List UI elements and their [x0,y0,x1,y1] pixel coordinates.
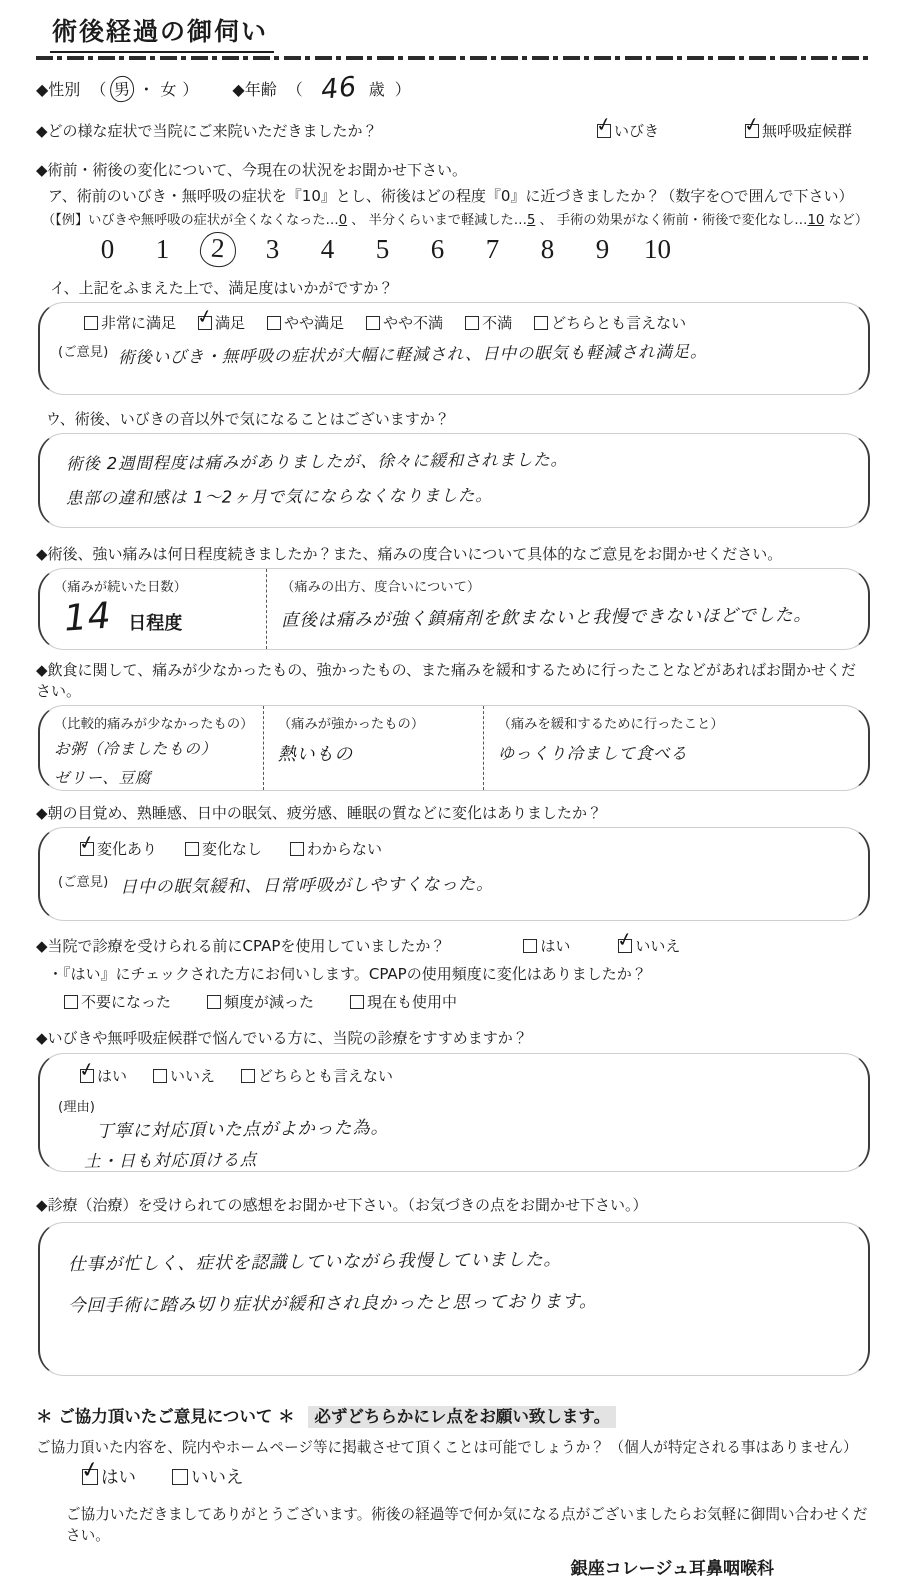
opt-somewhat-satisfied[interactable] [267,312,344,333]
opt-label: いいえ [635,937,681,955]
checkbox-no-change[interactable] [185,842,199,856]
satisfaction-opinion-handwriting: 術後いびき・無呼吸の症状が大幅に軽減され、日中の眠気も軽減され満足。 [118,341,708,368]
opt-label: わからない [307,840,383,858]
checkbox-publish-yes[interactable] [82,1469,98,1485]
opt-very-satisfied[interactable] [84,312,176,333]
eating-col-less-pain [40,706,263,790]
opinion-label: (ご意見) [58,345,109,360]
eating-col-more-pain [263,706,483,790]
consent-heading-highlight: 必ずどちらかにレ点をお願い致します。 [308,1406,616,1428]
closing-message: ご協力いただきましてありがとうございます。術後の経過等で何か気になる点がございましたらお気軽に御問い合わせください。 [66,1506,868,1544]
pain-days-unit: 日程度 [128,613,183,634]
pain-detail-label: （痛みの出方、度合いについて） [281,580,481,595]
opt-label: はい [540,937,571,955]
consent-heading-plain: ＊ ご協力頂いたご意見について ＊ [36,1407,295,1426]
impression-handwriting-line2: 今回手術に踏み切り症状が緩和され良かったと思っております。 [67,1291,598,1317]
consent-options [36,1464,870,1489]
example-part: など） [824,213,869,228]
scale-10[interactable]: 10 [644,234,671,264]
satisfaction-box [38,302,870,395]
cpap-question-row [36,935,870,956]
gender-label: ◆性別 [36,80,81,99]
pain-question: ◆術後、強い痛みは何日程度続きましたか？また、痛みの度合いについて具体的なご意見をお聞かせください。 [36,545,783,563]
cpap-opt-yes[interactable] [523,935,570,956]
pain-days-label: （痛みが続いた日数） [54,580,187,595]
opt-label: 現在も使用中 [367,993,458,1011]
example-num-10: 10 [807,213,825,228]
opt-label: いいえ [191,1468,244,1488]
checkbox-changed[interactable] [80,842,94,856]
opt-label: どちらとも言えない [258,1067,394,1085]
opt-publish-no[interactable] [172,1464,244,1489]
sleep-box [38,827,870,921]
age-paren-close: ） [394,80,411,99]
eating-col3-handwriting: ゆっくり冷まして食べる [497,744,688,763]
checkbox-recommend-yes[interactable] [80,1069,94,1083]
change-heading: ◆術前・術後の変化について、今現在の状況をお聞かせ下さい。 [36,161,467,179]
gender-male-label: 男 [113,78,132,100]
change-section [36,159,870,267]
opt-recommend-yes[interactable] [80,1065,127,1086]
gender-paren-open: （ [90,80,107,99]
opt-label: やや不満 [383,314,444,332]
aftercare-sub-u: ウ、術後、いびきの音以外で気になることはございますか？ [46,410,450,428]
age-value-handwritten: 46 [319,71,359,106]
opt-no-change[interactable] [185,838,262,859]
scale-6[interactable]: 6 [430,234,445,264]
opt-neither[interactable] [534,312,686,333]
symptom-option-apnea[interactable] [745,120,852,141]
pain-days-value-row [54,597,266,638]
symptom-option-apnea-label: 無呼吸症候群 [761,122,852,140]
scale-7[interactable]: 7 [485,234,500,264]
eating-col2-handwriting: 熱いもの [277,744,354,765]
opt-label: 変化なし [202,840,263,858]
opt-label: 不満 [482,314,513,332]
age-unit: 歳 [368,80,385,99]
symptom-option-ibiki[interactable] [597,120,659,141]
eating-col2-label: （痛みが強かったもの） [277,717,425,732]
cpap-followup-options [36,991,870,1012]
checkbox-recommend-neither[interactable] [241,1069,255,1083]
opt-no-longer-needed[interactable] [64,991,171,1012]
eating-col-relief [483,706,868,790]
consent-section [36,1403,870,1579]
opt-still-using[interactable] [350,991,457,1012]
satisfaction-opinion [58,341,854,368]
recommend-box [38,1053,870,1172]
opt-label: はい [97,1067,128,1085]
gender-female-label[interactable]: 女 [160,80,177,99]
scale-2[interactable] [190,232,245,267]
opt-label: 頻度が減った [224,993,315,1011]
clinic-name: 銀座コレージュ耳鼻咽喉科 [570,1559,774,1579]
opt-label: どちらとも言えない [551,314,687,332]
opt-dissatisfied[interactable] [465,312,512,333]
pain-days-cell [40,569,266,649]
recommend-options [58,1065,854,1086]
gender-separator: ・ [138,80,155,99]
aftercare-handwriting-line1: 術後 2週間程度は痛みがありましたが、徐々に緩和されました。 [65,450,568,474]
score-scale [36,232,870,267]
recommend-reason-handwriting1: 丁寧に対応頂いた点がよかった為。 [95,1117,389,1143]
checkbox-still-using[interactable] [350,995,364,1009]
checkbox-apnea[interactable] [745,124,759,138]
example-part: （【例】いびきや無呼吸の症状が全くなくなった… [42,213,339,228]
change-sub-a: ア、術前のいびき・無呼吸の症状を『10』とし、術後はどの程度『0』に近づきましたか？（数字を○で囲んで下さい） [48,187,854,205]
scale-4[interactable]: 4 [320,234,335,264]
aftercare-box [38,433,870,528]
eating-col3-label: （痛みを緩和するために行ったこと） [497,717,724,732]
profile-row [36,73,870,104]
selected-score-circle: 2 [199,231,236,268]
aftercare-handwriting-line2: 患部の違和感は 1～2ヶ月で気にならなくなりました。 [65,485,493,508]
change-example [36,209,870,228]
satisfaction-options [58,312,854,333]
checkbox-unknown[interactable] [290,842,304,856]
checkbox-less-frequent[interactable] [207,995,221,1009]
eating-col1-handwriting1: お粥（冷ましたもの） [54,740,218,758]
scale-8[interactable]: 8 [540,234,555,264]
opt-label: 非常に満足 [101,314,177,332]
impression-handwriting-line1: 仕事が忙しく、症状を認識していながら我慢していました。 [67,1249,562,1276]
opt-label: 不要になった [81,993,172,1011]
dash-dot-divider [36,56,870,60]
symptom-row [36,120,870,141]
opt-recommend-neither[interactable] [241,1065,393,1086]
sleep-opinion-handwriting: 日中の眠気緩和、日常呼吸がしやすくなった。 [120,874,495,898]
scale-3[interactable]: 3 [265,234,280,264]
checkbox-somewhat-dissatisfied[interactable] [366,316,380,330]
example-part: 、 半分くらいまで軽減した… [347,213,527,228]
opt-label: 満足 [215,314,246,332]
recommend-reason-handwriting2: 土・日も対応頂ける点 [83,1150,258,1171]
age-label: ◆年齢 [232,80,277,99]
page-title: 術後経過の御伺い [50,12,274,53]
example-num-0: 0 [338,213,348,228]
consent-question: ご協力頂いた内容を、院内やホームページ等に掲載させて頂くことは可能でしょうか？ （個人が特定される事はありません） [36,1439,858,1456]
opinion-label: (ご意見) [58,875,109,890]
opt-publish-yes[interactable] [82,1464,136,1489]
opt-somewhat-dissatisfied[interactable] [366,312,443,333]
eating-col1-handwriting2: ゼリー、豆腐 [54,769,152,787]
checkbox-cpap-no[interactable] [618,939,632,953]
checkbox-cpap-yes[interactable] [523,939,537,953]
pain-detail-cell [266,569,868,649]
opt-satisfied[interactable] [198,312,245,333]
checkbox-ibiki[interactable] [597,124,611,138]
opt-changed[interactable] [80,838,157,859]
scale-1[interactable]: 1 [155,234,170,264]
recommend-question: ◆いびきや無呼吸症候群で悩んでいる方に、当院の診療をすすめますか？ [36,1029,528,1047]
impression-question: ◆診療（治療）を受けられての感想をお聞かせ下さい。（お気づきの点をお聞かせ下さい。） [36,1196,648,1214]
checkbox-neither[interactable] [534,316,548,330]
header [36,8,870,60]
gender-male-circled[interactable] [109,75,135,103]
sleep-question: ◆朝の目覚め、熟睡感、日中の眠気、疲労感、睡眠の質などに変化はありましたか？ [36,804,602,822]
consent-heading [36,1403,870,1427]
sleep-options [58,838,854,859]
opt-label: 変化あり [97,840,158,858]
checkbox-somewhat-satisfied[interactable] [267,316,281,330]
example-num-5: 5 [526,213,536,228]
pain-box [38,568,870,650]
cpap-section [36,935,870,1012]
cpap-followup-question: ・『はい』にチェックされた方にお伺いします。CPAPの使用頻度に変化はありましたか？ [48,965,647,983]
sleep-opinion [58,871,854,896]
scale-9[interactable]: 9 [595,234,610,264]
example-part: 、 手術の効果がなく術前・術後で変化なし… [535,213,808,228]
cpap-question: ◆当院で診療を受けられる前にCPAPを使用していましたか？ [36,937,446,955]
opt-label: いいえ [170,1067,216,1085]
symptom-option-ibiki-label: いびき [613,122,659,140]
eating-col1-label: （比較的痛みが少なかったもの） [54,717,254,732]
scale-5[interactable]: 5 [375,234,390,264]
opt-label: はい [101,1468,136,1488]
opt-unknown[interactable] [290,838,382,859]
pain-days-handwritten: 14 [62,595,113,640]
checkbox-dissatisfied[interactable] [465,316,479,330]
checkbox-very-satisfied[interactable] [84,316,98,330]
cpap-opt-no[interactable] [618,935,680,956]
checkbox-recommend-no[interactable] [153,1069,167,1083]
gender-paren-close: ） [182,80,199,99]
checkbox-satisfied[interactable] [198,316,212,330]
pain-detail-handwriting: 直後は痛みが強く鎮痛剤を飲まないと我慢できないほどでした。 [280,605,812,632]
age-paren-open: （ [286,80,303,99]
symptom-question: ◆どの様な症状で当院にご来院いただきましたか？ [36,122,378,140]
reason-label: (理由) [58,1100,95,1115]
checkbox-publish-no[interactable] [172,1469,188,1485]
impression-box [38,1222,870,1376]
opt-less-frequent[interactable] [207,991,314,1012]
checkbox-no-longer-needed[interactable] [64,995,78,1009]
eating-box [38,705,870,791]
opt-recommend-no[interactable] [153,1065,215,1086]
satisfaction-sub-i: イ、上記をふまえた上で、満足度はいかがですか？ [50,279,394,297]
opt-label: やや満足 [284,314,345,332]
eating-question: ◆飲食に関して、痛みが少なかったもの、強かったもの、また痛みを緩和するために行ったことなどがあればお聞かせください。 [36,661,857,700]
scale-0[interactable]: 0 [100,234,115,264]
